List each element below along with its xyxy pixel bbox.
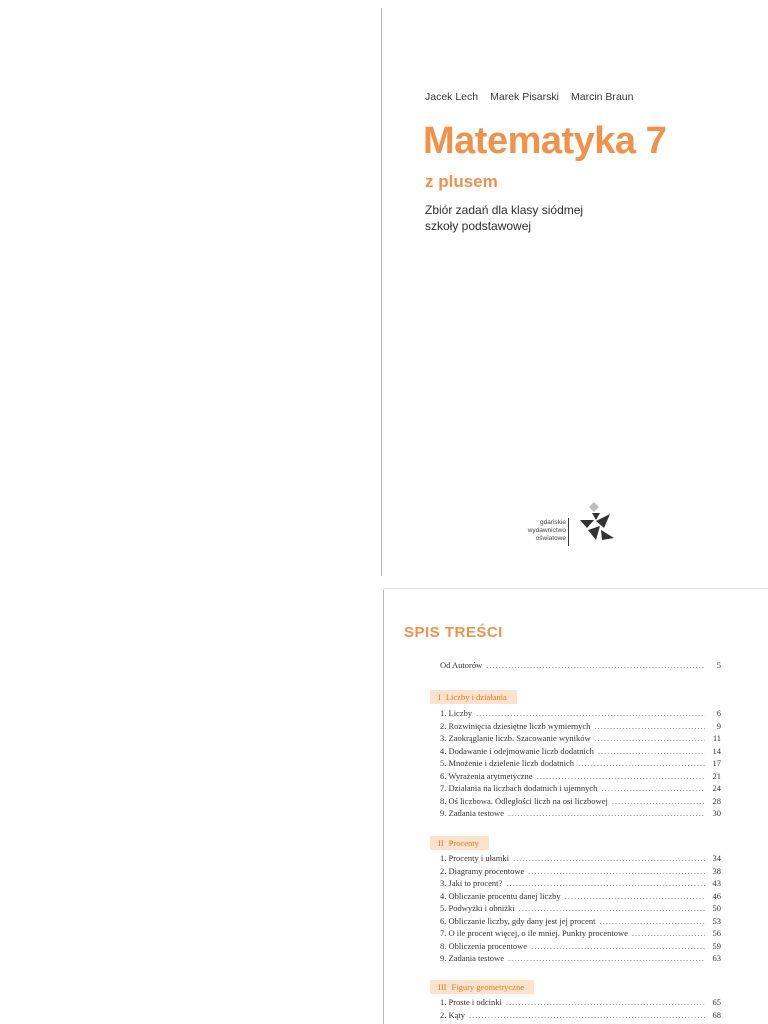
toc-section-list: [440, 853, 721, 966]
section-title: Figury geometryczne: [451, 982, 524, 992]
publisher-block: [500, 500, 620, 550]
description-line: szkoły podstawowej: [425, 219, 532, 233]
toc-leader-dots: [578, 758, 705, 768]
toc-entry: [440, 746, 721, 759]
toc-entry: [440, 733, 721, 746]
toc-entry-label: 6. Obliczanie liczby, gdy dany jest jej procent: [440, 915, 596, 926]
toc-entry-page: 38: [712, 865, 721, 876]
toc-entry-label: 1. Liczby: [440, 708, 473, 718]
toc-leader-dots: [632, 928, 705, 938]
toc-leader-dots: [506, 997, 705, 1007]
author-name: Marcin Braun: [570, 91, 634, 103]
toc-entry-page: 9: [716, 720, 721, 731]
toc-entry-page: 46: [712, 890, 721, 901]
publisher-name-line: gdańskie: [539, 519, 566, 526]
publisher-divider: [568, 518, 569, 546]
toc-entry-label: 1. Procenty i ułamki: [440, 853, 509, 863]
author-name: Jacek Lech: [425, 91, 479, 103]
toc-leader-dots: [601, 783, 705, 793]
toc-entry-label: 3. Jaki to procent?: [440, 878, 503, 888]
toc-entry-page: 50: [712, 903, 721, 913]
toc-entry-label: 1. Proste i odcinki: [440, 997, 502, 1007]
toc-entry: [440, 853, 721, 866]
toc-section-header: [430, 980, 534, 994]
book-title: Matematyka 7: [423, 120, 667, 162]
toc-entry: [440, 878, 721, 891]
toc-entry: [440, 708, 721, 721]
toc-entry-label: 9. Zadania testowe: [440, 953, 504, 963]
toc-entry-page: 34: [712, 853, 721, 863]
toc-entry: [440, 796, 721, 809]
toc-entry-page: 21: [712, 770, 721, 781]
toc-entry-page: 59: [712, 940, 721, 951]
toc-entry: [440, 916, 721, 929]
toc-leader-dots: [599, 916, 705, 926]
toc-leader-dots: [612, 796, 705, 806]
toc-entry-page: 43: [712, 878, 721, 888]
toc-leader-dots: [476, 708, 705, 718]
toc-entry: [440, 953, 721, 966]
publisher-name: [528, 519, 566, 543]
toc-entry: [440, 771, 721, 784]
toc-entry-page: 30: [712, 808, 721, 818]
toc-entry-label: 5. Podwyżki i obniżki: [440, 903, 515, 913]
book-subtitle: z plusem: [425, 172, 498, 191]
toc-entry: [440, 758, 721, 771]
page-divider-bottom: [383, 590, 384, 1024]
description-line: Zbiór zadań dla klasy siódmej: [425, 203, 584, 217]
toc-entry: [440, 903, 721, 916]
toc-leader-dots: [528, 866, 705, 876]
toc-heading: SPIS TREŚCI: [404, 624, 503, 641]
toc-entry: [440, 660, 721, 673]
toc-entry-label: 6. Wyrażenia arytmetyczne: [440, 770, 533, 781]
toc-entry-label: 8. Oś liczbowa. Odległości liczb na osi liczbowej: [440, 795, 608, 806]
toc-entry-label: 7. O ile procent więcej, o ile mniej. Punkty procentowe: [440, 928, 628, 938]
toc-entry-page: 53: [712, 915, 721, 926]
page-divider-top: [381, 8, 382, 576]
toc-leader-dots: [537, 771, 705, 781]
toc-entry-page: 17: [712, 758, 721, 768]
toc-entry-page: 11: [712, 733, 721, 743]
toc-section-header: [430, 690, 517, 704]
toc-entry-label: 2. Diagramy procentowe: [440, 865, 525, 876]
toc-section-list: [440, 997, 721, 1022]
toc-entry-label: 2. Rozwinięcia dziesiętne liczb wymiernych: [440, 720, 591, 731]
toc-leader-dots: [598, 746, 705, 756]
toc-entry: [440, 997, 721, 1010]
toc-entry: [440, 783, 721, 796]
section-number: I: [438, 692, 441, 702]
publisher-name-line: oświatowe: [535, 535, 566, 542]
toc-entry-page: 5: [716, 660, 721, 670]
toc-entry-label: Od Autorów: [440, 660, 483, 670]
toc-entry-label: 8. Obliczenia procentowe: [440, 940, 528, 951]
toc-leader-dots: [508, 808, 705, 818]
section-number: III: [438, 982, 447, 992]
toc-entry: [440, 1010, 721, 1023]
author-list: [425, 91, 633, 103]
publisher-logo-icon: [574, 500, 618, 544]
toc-entry: [440, 721, 721, 734]
toc-entry: [440, 891, 721, 904]
toc-leader-dots: [565, 891, 705, 901]
toc-intro: [440, 660, 721, 673]
toc-leader-dots: [469, 1010, 705, 1020]
publisher-name-line: wydawnictwo: [527, 527, 566, 534]
toc-entry-page: 14: [712, 745, 721, 756]
author-name: Marek Pisarski: [490, 91, 559, 103]
section-number: II: [438, 838, 444, 848]
toc-leader-dots: [594, 721, 705, 731]
toc-entry-label: 2. Kąty: [440, 1009, 466, 1020]
toc-leader-dots: [595, 733, 705, 743]
toc-entry: [440, 866, 721, 879]
toc-leader-dots: [519, 903, 705, 913]
toc-section-list: [440, 708, 721, 821]
toc-entry-label: 4. Dodawanie i odejmowanie liczb dodatnich: [440, 745, 594, 756]
toc-entry-page: 28: [712, 795, 721, 806]
toc-entry-page: 65: [712, 997, 721, 1007]
toc-leader-dots: [486, 660, 705, 670]
toc-entry: [440, 941, 721, 954]
toc-entry-page: 68: [712, 1009, 721, 1020]
page-divider-horizontal: [383, 588, 768, 589]
book-description: [425, 202, 583, 234]
toc-entry: [440, 928, 721, 941]
toc-section-header: [430, 836, 489, 850]
toc-leader-dots: [508, 953, 705, 963]
toc-leader-dots: [513, 853, 705, 863]
toc-entry-label: 4. Obliczanie procentu danej liczby: [440, 890, 561, 901]
toc-entry: [440, 808, 721, 821]
toc-entry-page: 6: [716, 708, 721, 718]
toc-entry-page: 24: [712, 783, 721, 793]
toc-entry-label: 3. Zaokrąglanie liczb. Szacowanie wyników: [440, 733, 591, 743]
toc-entry-label: 9. Zadania testowe: [440, 808, 504, 818]
section-title: Procenty: [448, 838, 479, 848]
toc-entry-label: 7. Działania na liczbach dodatnich i ujemnych: [440, 783, 598, 793]
toc-entry-page: 63: [712, 953, 721, 963]
toc-leader-dots: [531, 941, 705, 951]
toc-entry-page: 56: [712, 928, 721, 938]
toc-leader-dots: [506, 878, 705, 888]
toc-entry-label: 5. Mnożenie i dzielenie liczb dodatnich: [440, 758, 575, 768]
section-title: Liczby i działania: [445, 692, 507, 702]
